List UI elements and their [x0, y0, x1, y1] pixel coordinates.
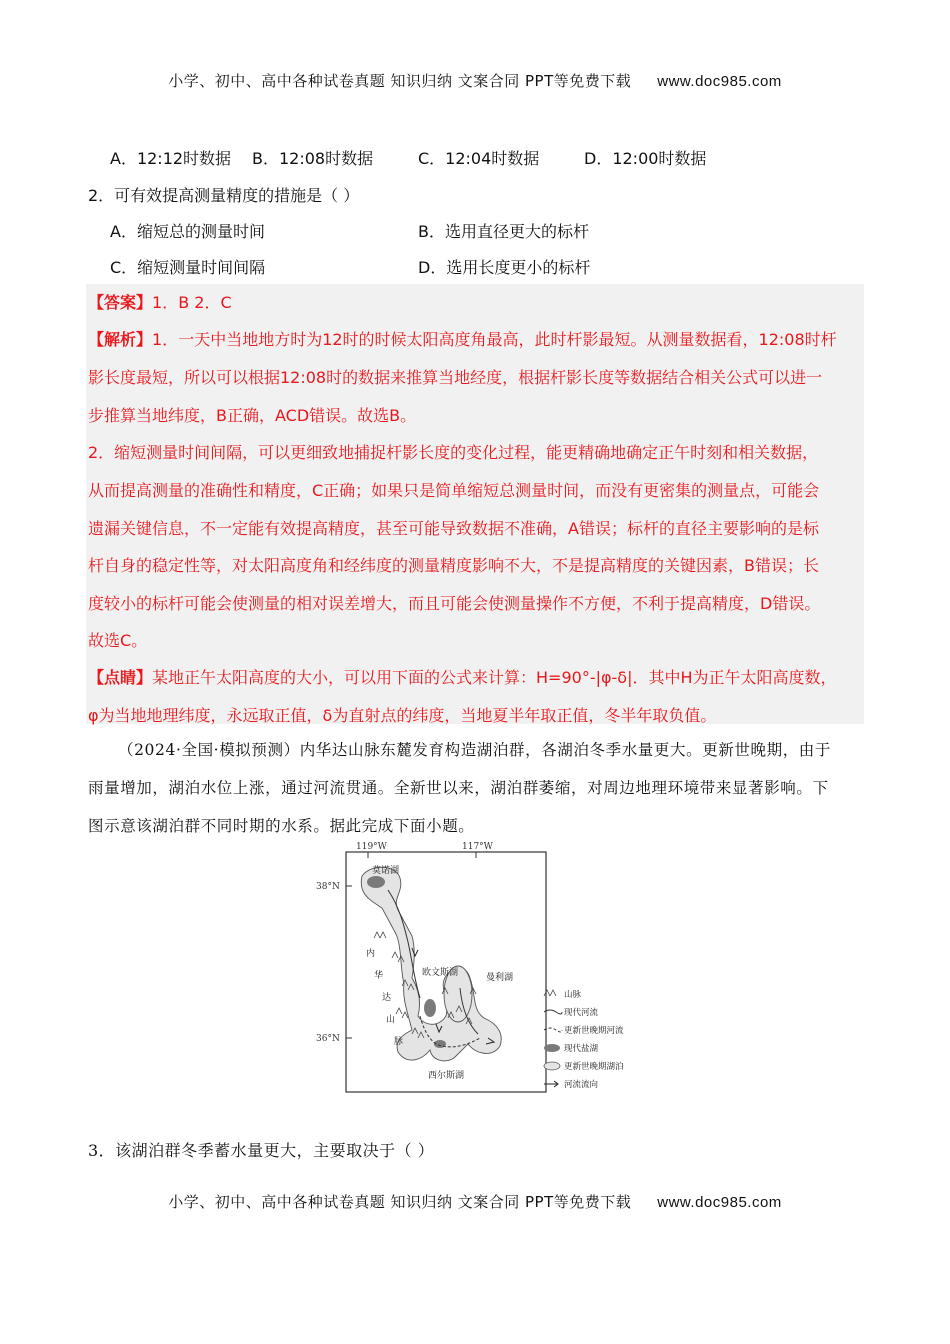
q1-option-b: B．12:08时数据	[252, 149, 374, 168]
q1-option-c: C．12:04时数据	[418, 149, 540, 168]
answer-tag: 【答案】	[88, 293, 153, 312]
lon-label-119: 119°W	[356, 842, 387, 852]
q3-stem: 3．该湖泊群冬季蓄水量更大，主要取决于（ ）	[88, 1141, 435, 1160]
lake-owens: 欧文斯湖	[422, 968, 459, 978]
lake-manly: 曼利湖	[486, 973, 514, 983]
mono-lake	[367, 876, 385, 888]
legend-pleistocene-lake: 更新世晚期湖泊	[564, 1062, 624, 1072]
footer-url[interactable]: www.doc985.com	[657, 1194, 782, 1211]
lake-searles: 西尔斯湖	[428, 1071, 465, 1081]
header-text: 小学、初中、高中各种试卷真题 知识归纳 文案合同 PPT等免费下载	[168, 72, 632, 90]
answer-box	[86, 284, 864, 724]
analysis-line-8: 度较小的标杆可能会使测量的相对误差增大，而且可能会使测量操作不方便，不利于提高精度，D错误。	[88, 594, 821, 613]
mtn-char-3: 达	[382, 993, 392, 1003]
analysis-tag: 【解析】	[88, 330, 153, 349]
legend-pleistocene-river: 更新世晚期河流	[564, 1026, 624, 1036]
legend-modern-river: 现代河流	[564, 1008, 599, 1018]
analysis-line-7: 杆自身的稳定性等，对太阳高度角和经纬度的测量精度影响不大，不是提高精度的关键因素，B错误；长	[88, 556, 819, 575]
header-url[interactable]: www.doc985.com	[657, 73, 782, 90]
analysis-line-4: 2．缩短测量时间间隔，可以更细致地捕捉杆影长度的变化过程，能更精确地确定正午时刻和相关数据，	[88, 443, 819, 462]
stem-line-2: 雨量增加，湖泊水位上涨，通过河流贯通。全新世以来，湖泊群萎缩，对周边地理环境带来显著影响。下	[88, 779, 829, 797]
analysis-line-3: 步推算当地纬度，B正确，ACD错误。故选B。	[88, 406, 417, 425]
lake-mono: 莫诺湖	[372, 866, 400, 876]
lat-label-38: 38°N	[316, 882, 340, 892]
answer-line	[88, 290, 232, 313]
mtn-char-2: 华	[374, 971, 384, 981]
owens-lake	[424, 999, 436, 1017]
q2-option-a: A．缩短总的测量时间	[110, 222, 265, 241]
mtn-char-1: 内	[366, 949, 376, 959]
q1-option-a: A．12:12时数据	[110, 149, 232, 168]
q2-stem: 2．可有效提高测量精度的措施是（ ）	[88, 186, 360, 205]
analysis-line-1	[88, 327, 837, 350]
tip-line-2: φ为当地地理纬度，永远取正值，δ为直射点的纬度，当地夏半年取正值，冬半年取负值。	[88, 706, 717, 725]
q2-option-c: C．缩短测量时间间隔	[110, 258, 266, 277]
legend-salt-lake: 现代盐湖	[564, 1044, 599, 1054]
analysis-text-1: 1．一天中当地地方时为12时的时候太阳高度角最高，此时杆影最短。从测量数据看，12:08时杆	[152, 330, 837, 349]
legend-mountain: 山脉	[564, 990, 582, 1000]
lake-map	[300, 838, 660, 1100]
q2-option-d: D．选用长度更小的标杆	[418, 258, 591, 277]
footer-text: 小学、初中、高中各种试卷真题 知识归纳 文案合同 PPT等免费下载	[168, 1193, 632, 1211]
stem-line-3: 图示意该湖泊群不同时期的水系。据此完成下面小题。	[88, 817, 475, 835]
stem-line-1: （2024·全国·模拟预测）内华达山脉东麓发育构造湖泊群，各湖泊冬季水量更大。更新世晚期，由于	[118, 741, 832, 759]
page-header	[0, 70, 950, 91]
legend-flow-direction: 河流流向	[564, 1080, 599, 1090]
analysis-line-9: 故选C。	[88, 631, 148, 650]
lat-label-36: 36°N	[316, 1034, 340, 1044]
q1-option-d: D．12:00时数据	[584, 149, 707, 168]
analysis-line-2: 影长度最短，所以可以根据12:08时的数据来推算当地经度，根据杆影长度等数据结合相关公式可以进一	[88, 368, 823, 387]
tip-line-1	[88, 665, 837, 688]
mtn-char-5: 脉	[394, 1037, 404, 1047]
tip-text-1: 某地正午太阳高度的大小，可以用下面的公式来计算：H=90°-|φ-δ|．其中H为正午太阳高度数，	[152, 668, 837, 687]
analysis-line-5: 从而提高测量的准确性和精度，C正确；如果只是简单缩短总测量时间，而没有更密集的测量点，可能会	[88, 481, 820, 500]
map-legend	[544, 989, 624, 1090]
lon-label-117: 117°W	[462, 842, 493, 852]
q2-option-b: B．选用直径更大的标杆	[418, 222, 589, 241]
analysis-line-6: 遗漏关键信息，不一定能有效提高精度，甚至可能导致数据不准确，A错误；标杆的直径主要影响的是标	[88, 519, 819, 538]
answer-text: 1．B 2．C	[152, 293, 232, 312]
tip-tag: 【点睛】	[88, 668, 153, 687]
mtn-char-4: 山	[386, 1015, 396, 1025]
page-footer	[0, 1191, 950, 1212]
